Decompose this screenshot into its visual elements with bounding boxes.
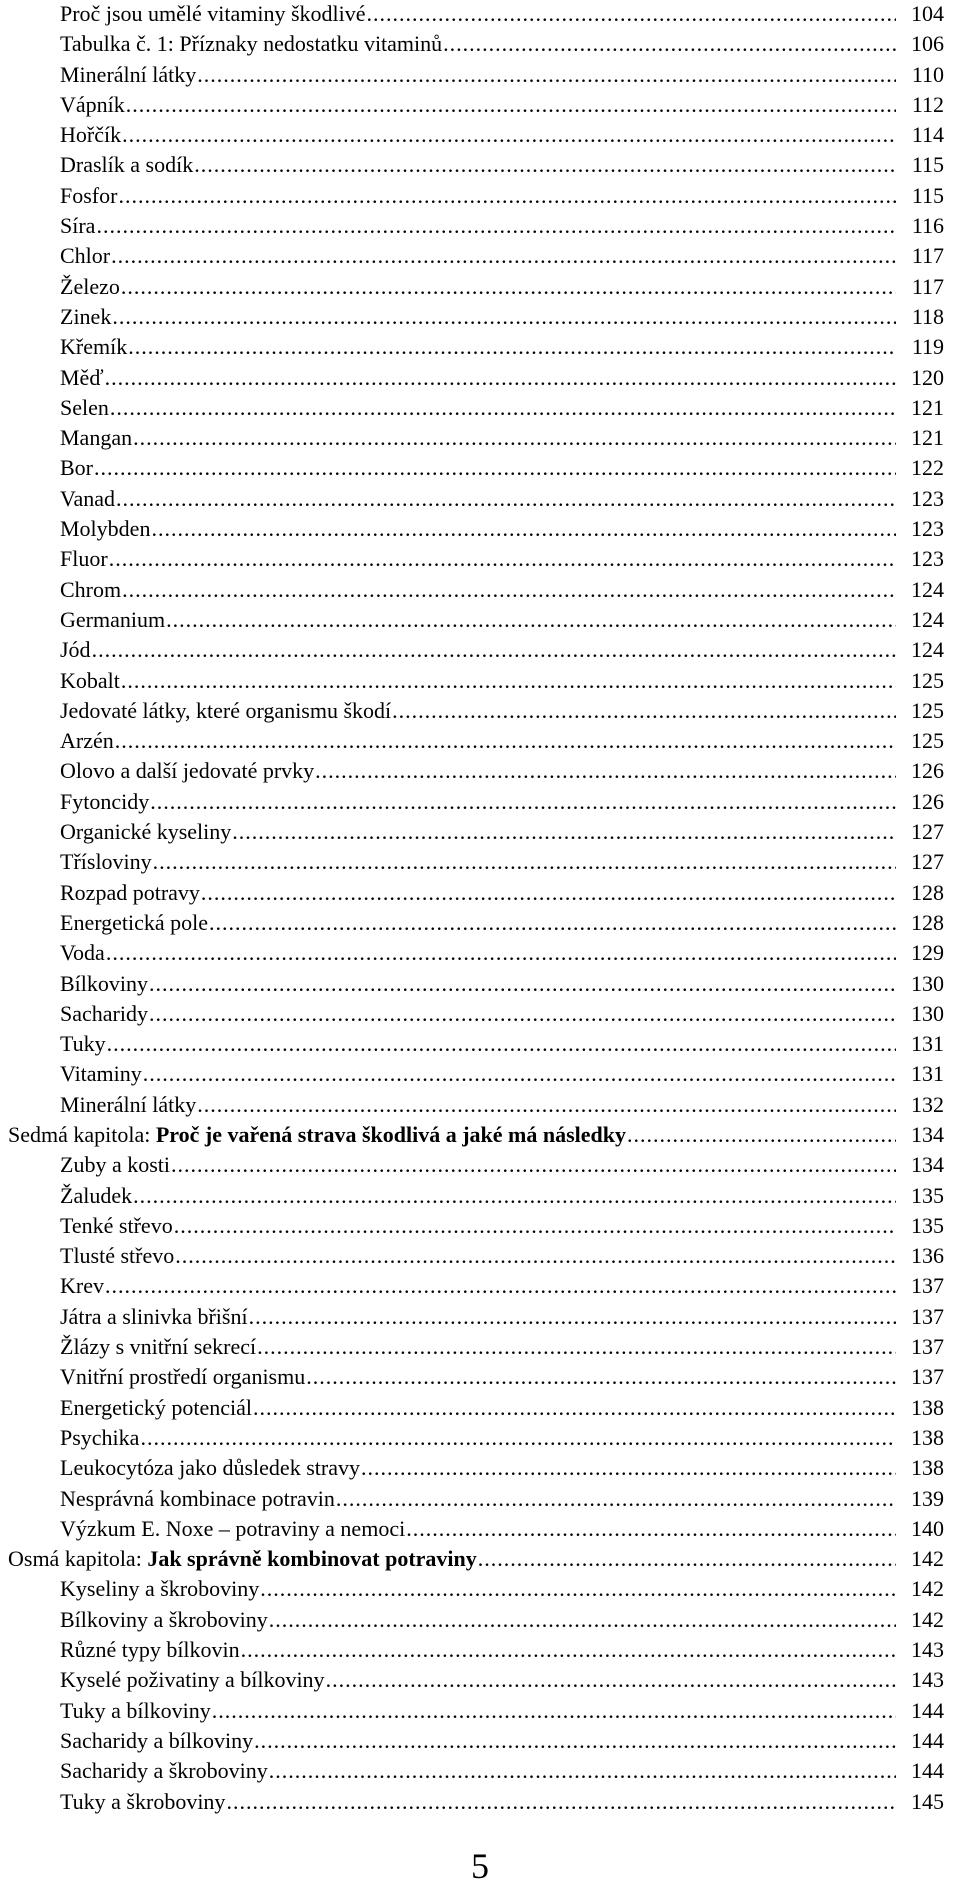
toc-entry-title: Kyselé poživatiny a bílkoviny (60, 1667, 325, 1693)
toc-page-number: 106 (911, 31, 944, 57)
toc-page-number: 123 (911, 516, 944, 542)
dot-leader (201, 879, 896, 907)
toc-page-number: 137 (911, 1364, 944, 1390)
toc-page-number: 131 (911, 1031, 944, 1057)
toc-page-number: 144 (911, 1697, 944, 1723)
toc-page-number: 131 (911, 1061, 944, 1087)
toc-entry-title: Jód (60, 637, 91, 663)
dot-leader (109, 545, 896, 573)
dot-leader (269, 1757, 896, 1785)
toc-page-number: 138 (911, 1424, 944, 1450)
toc-page-number: 138 (911, 1394, 944, 1420)
dot-leader (111, 242, 896, 270)
dot-leader (174, 1212, 896, 1240)
toc-entry (0, 1394, 960, 1424)
toc-entry (0, 1030, 960, 1060)
toc-entry-title: Žlázy s vnitřní sekrecí (60, 1334, 257, 1360)
chapter-title: Proč je vařená strava škodlivá a jaké má následky (155, 1121, 626, 1147)
toc-entry (0, 545, 960, 575)
toc-entry-title: Zinek (60, 303, 112, 329)
toc-page-number: 129 (911, 940, 944, 966)
toc-page-number: 132 (911, 1091, 944, 1117)
toc-entry-title: Sacharidy (60, 1000, 148, 1026)
dot-leader (249, 1303, 896, 1331)
dot-leader (149, 1000, 896, 1028)
toc-entry-title: Selen (60, 394, 109, 420)
dot-leader (140, 1424, 896, 1452)
toc-entry-title: Tuky a bílkoviny (60, 1697, 211, 1723)
toc-entry-title: Organické kyseliny (60, 819, 232, 845)
toc-entry-title: Draslík a sodík (60, 152, 194, 178)
toc-entry-title: Energetický potenciál (60, 1394, 253, 1420)
dot-leader (143, 1060, 896, 1088)
toc-entry-title: Arzén (60, 728, 114, 754)
toc-entry (0, 0, 960, 30)
dot-leader (94, 454, 896, 482)
toc-entry (0, 1575, 960, 1605)
toc-page-number: 130 (911, 970, 944, 996)
toc-entry-title: Různé typy bílkovin (60, 1637, 240, 1663)
dot-leader (121, 667, 896, 695)
toc-entry (0, 424, 960, 454)
toc-entry (0, 1485, 960, 1515)
toc-page-number: 140 (911, 1515, 944, 1541)
toc-entry-title: Nesprávná kombinace potravin (60, 1485, 335, 1511)
toc-page-number: 137 (911, 1273, 944, 1299)
toc-entry-title: Bílkoviny a škroboviny (60, 1606, 268, 1632)
toc-entry-title: Tuky a škroboviny (60, 1788, 226, 1814)
toc-entry-title: Kyseliny a škroboviny (60, 1576, 260, 1602)
toc-entry-title: Energetická pole (60, 909, 209, 935)
toc-entry (0, 1272, 960, 1302)
toc-page-number: 115 (911, 152, 944, 178)
toc-entry-title: Zuby a kosti (60, 1152, 170, 1178)
dot-leader (133, 424, 896, 452)
toc-entry-title: Výzkum E. Noxe – potraviny a nemoci (60, 1515, 406, 1541)
toc-page-number: 115 (911, 182, 944, 208)
dot-leader (197, 1091, 896, 1119)
dot-leader (478, 1545, 896, 1573)
chapter-title: Jak správně kombinovat potraviny (147, 1546, 477, 1572)
toc-page-number: 142 (911, 1546, 944, 1572)
toc-entry-title: Vápník (60, 91, 125, 117)
toc-page-number: 128 (911, 909, 944, 935)
dot-leader (107, 1030, 896, 1058)
toc-page-number: 120 (911, 364, 944, 390)
toc-entry-title: Játra a slinivka břišní (60, 1303, 248, 1329)
dot-leader (153, 848, 896, 876)
dot-leader (121, 273, 896, 301)
toc-entry (0, 1091, 960, 1121)
toc-entry (0, 515, 960, 545)
toc-page-number: 134 (911, 1152, 944, 1178)
toc-page-number: 143 (911, 1667, 944, 1693)
toc-entry-title: Minerální látky (60, 61, 197, 87)
toc-page-number: 126 (911, 758, 944, 784)
toc-entry-title: Mangan (60, 425, 133, 451)
dot-leader (260, 1575, 896, 1603)
toc-page-number: 144 (911, 1727, 944, 1753)
toc-page-number: 121 (911, 425, 944, 451)
toc-entry-title: Měď (60, 364, 104, 390)
toc-entry (0, 1060, 960, 1090)
dot-leader (367, 0, 896, 28)
dot-leader (241, 1636, 896, 1664)
dot-leader (122, 576, 896, 604)
toc-entry-title: Tabulka č. 1: Příznaky nedostatku vitaminů (60, 31, 443, 57)
toc-entry-title: Železo (60, 273, 120, 299)
dot-leader (232, 818, 896, 846)
toc-chapter-entry (0, 1121, 960, 1151)
toc-entry (0, 1606, 960, 1636)
dot-leader (171, 1151, 896, 1179)
dot-leader (150, 788, 896, 816)
dot-leader (105, 1272, 896, 1300)
dot-leader (110, 394, 896, 422)
toc-page-number: 142 (911, 1606, 944, 1632)
toc-page-number: 114 (911, 122, 944, 148)
toc-entry (0, 485, 960, 515)
dot-leader (197, 61, 896, 89)
toc-entry-title (8, 1121, 627, 1149)
toc-entry (0, 212, 960, 242)
toc-page-number: 124 (911, 637, 944, 663)
toc-page-number: 136 (911, 1243, 944, 1269)
toc-entry (0, 1242, 960, 1272)
toc-entry-title: Minerální látky (60, 1091, 197, 1117)
dot-leader (443, 30, 896, 58)
toc-entry-title: Vitaminy (60, 1061, 142, 1087)
toc-page-number: 134 (911, 1121, 944, 1147)
toc-page-number: 118 (911, 303, 944, 329)
toc-page-number: 123 (911, 546, 944, 572)
toc-entry-title (8, 1545, 478, 1573)
toc-entry-title: Sacharidy a škroboviny (60, 1758, 268, 1784)
toc-page-number: 135 (911, 1182, 944, 1208)
toc-entry (0, 303, 960, 333)
toc-page-number: 121 (911, 394, 944, 420)
toc-entry-title: Křemík (60, 334, 128, 360)
toc-page-number: 135 (911, 1212, 944, 1238)
toc-entry (0, 1515, 960, 1545)
toc-page-number: 125 (911, 697, 944, 723)
toc-page-number: 145 (911, 1788, 944, 1814)
dot-leader (336, 1485, 896, 1513)
toc-page-number: 126 (911, 788, 944, 814)
toc-page-number: 119 (911, 334, 944, 360)
toc-page-number: 117 (911, 273, 944, 299)
toc-page-number: 122 (911, 455, 944, 481)
toc-page-number: 123 (911, 485, 944, 511)
toc-page-number: 127 (911, 819, 944, 845)
dot-leader (253, 1394, 896, 1422)
toc-entry (0, 364, 960, 394)
toc-entry-title: Molybden (60, 516, 151, 542)
toc-page-number: 125 (911, 728, 944, 754)
toc-entry-title: Bor (60, 455, 93, 481)
toc-entry-title: Krev (60, 1273, 104, 1299)
toc-entry (0, 697, 960, 727)
dot-leader (128, 333, 896, 361)
toc-entry-title: Kobalt (60, 667, 120, 693)
toc-entry (0, 1303, 960, 1333)
dot-leader (112, 303, 896, 331)
toc-entry (0, 1000, 960, 1030)
chapter-prefix: Sedmá kapitola: (8, 1121, 156, 1147)
toc-entry-title: Chlor (60, 243, 111, 269)
dot-leader (133, 1182, 896, 1210)
toc-entry-title: Žaludek (60, 1182, 133, 1208)
toc-page-number: 124 (911, 576, 944, 602)
toc-entry-title: Hořčík (60, 122, 122, 148)
toc-entry (0, 576, 960, 606)
toc-entry (0, 273, 960, 303)
dot-leader (175, 1242, 896, 1270)
dot-leader (166, 606, 896, 634)
toc-entry-title: Třísloviny (60, 849, 152, 875)
toc-page-number: 137 (911, 1303, 944, 1329)
toc-entry (0, 1788, 960, 1818)
dot-leader (406, 1515, 896, 1543)
dot-leader (361, 1454, 896, 1482)
dot-leader (115, 727, 896, 755)
toc-entry-title: Tlusté střevo (60, 1243, 175, 1269)
toc-page-number: 112 (911, 91, 944, 117)
toc-page-number: 137 (911, 1334, 944, 1360)
toc-entry (0, 182, 960, 212)
toc-entry (0, 1757, 960, 1787)
toc-entry-title: Germanium (60, 606, 166, 632)
toc-entry (0, 879, 960, 909)
dot-leader (118, 182, 896, 210)
toc-page-number: 127 (911, 849, 944, 875)
page-number: 5 (471, 1846, 489, 1886)
toc-entry-title: Psychika (60, 1424, 140, 1450)
dot-leader (257, 1333, 896, 1361)
dot-leader (122, 121, 896, 149)
toc-entry (0, 1727, 960, 1757)
toc-entry (0, 91, 960, 121)
toc-entry-title: Fluor (60, 546, 108, 572)
toc-entry (0, 727, 960, 757)
toc-entry-title: Fytoncidy (60, 788, 150, 814)
toc-entry-title: Bílkoviny (60, 970, 149, 996)
toc-entry (0, 818, 960, 848)
dot-leader (392, 697, 896, 725)
toc-page-number: 142 (911, 1576, 944, 1602)
toc-page-number: 110 (911, 61, 944, 87)
dot-leader (315, 757, 896, 785)
dot-leader (126, 91, 896, 119)
toc-entry-title: Vanad (60, 485, 115, 511)
dot-leader (306, 1363, 896, 1391)
toc-entry-title: Rozpad potravy (60, 879, 200, 905)
toc-entry (0, 151, 960, 181)
toc-entry (0, 30, 960, 60)
toc-entry (0, 1151, 960, 1181)
toc-entry-title: Sacharidy a bílkoviny (60, 1727, 254, 1753)
toc-entry (0, 667, 960, 697)
toc-page-number: 104 (911, 1, 944, 26)
toc-entry (0, 788, 960, 818)
dot-leader (627, 1121, 896, 1149)
toc-entry (0, 1666, 960, 1696)
toc-entry (0, 606, 960, 636)
toc-entry (0, 636, 960, 666)
toc-page-number: 116 (911, 213, 944, 239)
toc-entry-title: Síra (60, 213, 96, 239)
toc-entry (0, 1363, 960, 1393)
dot-leader (194, 151, 896, 179)
toc-page-number: 143 (911, 1637, 944, 1663)
chapter-prefix: Osmá kapitola: (8, 1546, 148, 1572)
dot-leader (151, 515, 896, 543)
toc-page-number: 144 (911, 1758, 944, 1784)
toc-entry (0, 1697, 960, 1727)
toc-page-number: 130 (911, 1000, 944, 1026)
dot-leader (105, 364, 896, 392)
toc-entry (0, 1424, 960, 1454)
toc-entry (0, 454, 960, 484)
toc-page-number: 138 (911, 1455, 944, 1481)
dot-leader (106, 939, 896, 967)
toc-entry (0, 848, 960, 878)
toc-entry (0, 1636, 960, 1666)
toc-entry-title: Tenké střevo (60, 1212, 173, 1238)
toc-entry-title: Tuky (60, 1031, 106, 1057)
toc-entry (0, 1454, 960, 1484)
dot-leader (96, 212, 896, 240)
toc-chapter-entry (0, 1545, 960, 1575)
toc-entry (0, 61, 960, 91)
toc-entry (0, 242, 960, 272)
toc-entry-title: Leukocytóza jako důsledek stravy (60, 1455, 360, 1481)
toc-page-number: 128 (911, 879, 944, 905)
toc-entry (0, 939, 960, 969)
toc-page-number: 125 (911, 667, 944, 693)
dot-leader (226, 1788, 896, 1816)
toc-entry (0, 1182, 960, 1212)
toc-entry (0, 1333, 960, 1363)
toc-entry-title: Vnitřní prostředí organismu (60, 1364, 306, 1390)
toc-entry-title: Fosfor (60, 182, 118, 208)
toc-page-number: 124 (911, 606, 944, 632)
dot-leader (116, 485, 896, 513)
toc-page-number: 117 (911, 243, 944, 269)
dot-leader (254, 1727, 896, 1755)
toc-entry-title: Voda (60, 940, 105, 966)
dot-leader (92, 636, 896, 664)
dot-leader (269, 1606, 896, 1634)
dot-leader (212, 1697, 896, 1725)
toc-entry (0, 909, 960, 939)
toc-entry-title: Olovo a další jedovaté prvky (60, 758, 315, 784)
toc-entry (0, 394, 960, 424)
toc-entry-title: Jedovaté látky, které organismu škodí (60, 697, 392, 723)
toc-page-number: 139 (911, 1485, 944, 1511)
dot-leader (209, 909, 896, 937)
dot-leader (149, 970, 896, 998)
toc-entry-title: Proč jsou umělé vitaminy škodlivé (60, 1, 366, 26)
toc-entry-title: Chrom (60, 576, 122, 602)
toc-entry (0, 333, 960, 363)
toc-entry (0, 757, 960, 787)
dot-leader (326, 1666, 896, 1694)
toc-entry (0, 121, 960, 151)
toc-entry (0, 970, 960, 1000)
toc-entry (0, 1212, 960, 1242)
